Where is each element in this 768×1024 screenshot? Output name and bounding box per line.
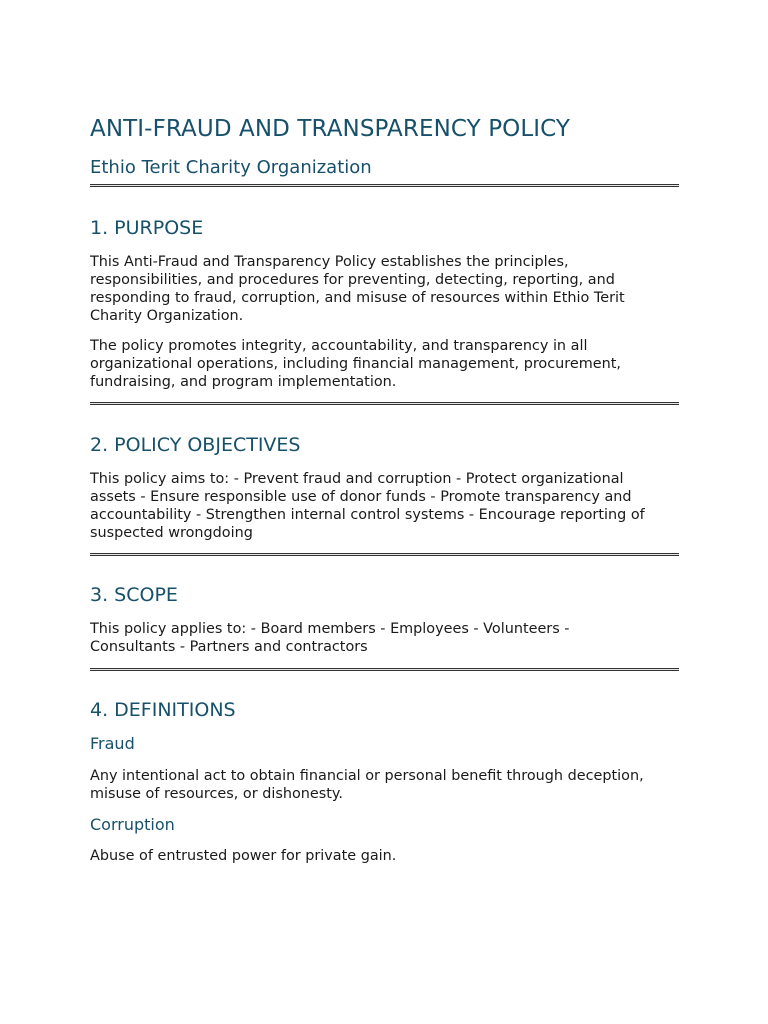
text-line: Any intentional act to obtain financial or personal benefit through deception, — [90, 768, 644, 784]
text-line: organizational operations, including financial management, procurement, — [90, 356, 621, 372]
divider — [90, 402, 679, 405]
purpose-paragraph-2 — [90, 337, 680, 391]
section-heading-scope: 3. SCOPE — [90, 584, 178, 606]
purpose-paragraph-1 — [90, 253, 680, 325]
divider — [90, 553, 679, 556]
text-line: Abuse of entrusted power for private gain. — [90, 848, 397, 864]
text-line: The policy promotes integrity, accountability, and transparency in all — [90, 338, 588, 354]
text-line: misuse of resources, or dishonesty. — [90, 786, 343, 802]
text-line: This Anti-Fraud and Transparency Policy establishes the principles, — [90, 254, 569, 270]
text-line: responding to fraud, corruption, and misuse of resources within Ethio Terit — [90, 290, 625, 306]
divider — [90, 184, 679, 187]
section-heading-definitions: 4. DEFINITIONS — [90, 699, 236, 721]
text-line: suspected wrongdoing — [90, 525, 253, 541]
definition-term-fraud: Fraud — [90, 734, 135, 753]
divider — [90, 668, 679, 671]
text-line: Charity Organization. — [90, 308, 244, 324]
text-line: accountability - Strengthen internal control systems - Encourage reporting of — [90, 507, 645, 523]
document-subtitle: Ethio Terit Charity Organization — [90, 157, 372, 178]
definition-text-corruption — [90, 847, 680, 865]
document-title: ANTI-FRAUD AND TRANSPARENCY POLICY — [90, 116, 571, 142]
text-line: assets - Ensure responsible use of donor funds - Promote transparency and — [90, 489, 632, 505]
definition-term-corruption: Corruption — [90, 815, 175, 834]
text-line: This policy aims to: - Prevent fraud and corruption - Protect organizational — [90, 471, 624, 487]
section-heading-objectives: 2. POLICY OBJECTIVES — [90, 434, 301, 456]
section-heading-purpose: 1. PURPOSE — [90, 217, 204, 239]
text-line: This policy applies to: - Board members - Employees - Volunteers - — [90, 621, 570, 637]
text-line: responsibilities, and procedures for preventing, detecting, reporting, and — [90, 272, 615, 288]
definition-text-fraud — [90, 767, 680, 803]
scope-paragraph — [90, 620, 680, 656]
objectives-paragraph — [90, 470, 680, 542]
text-line: fundraising, and program implementation. — [90, 374, 397, 390]
text-line: Consultants - Partners and contractors — [90, 639, 368, 655]
